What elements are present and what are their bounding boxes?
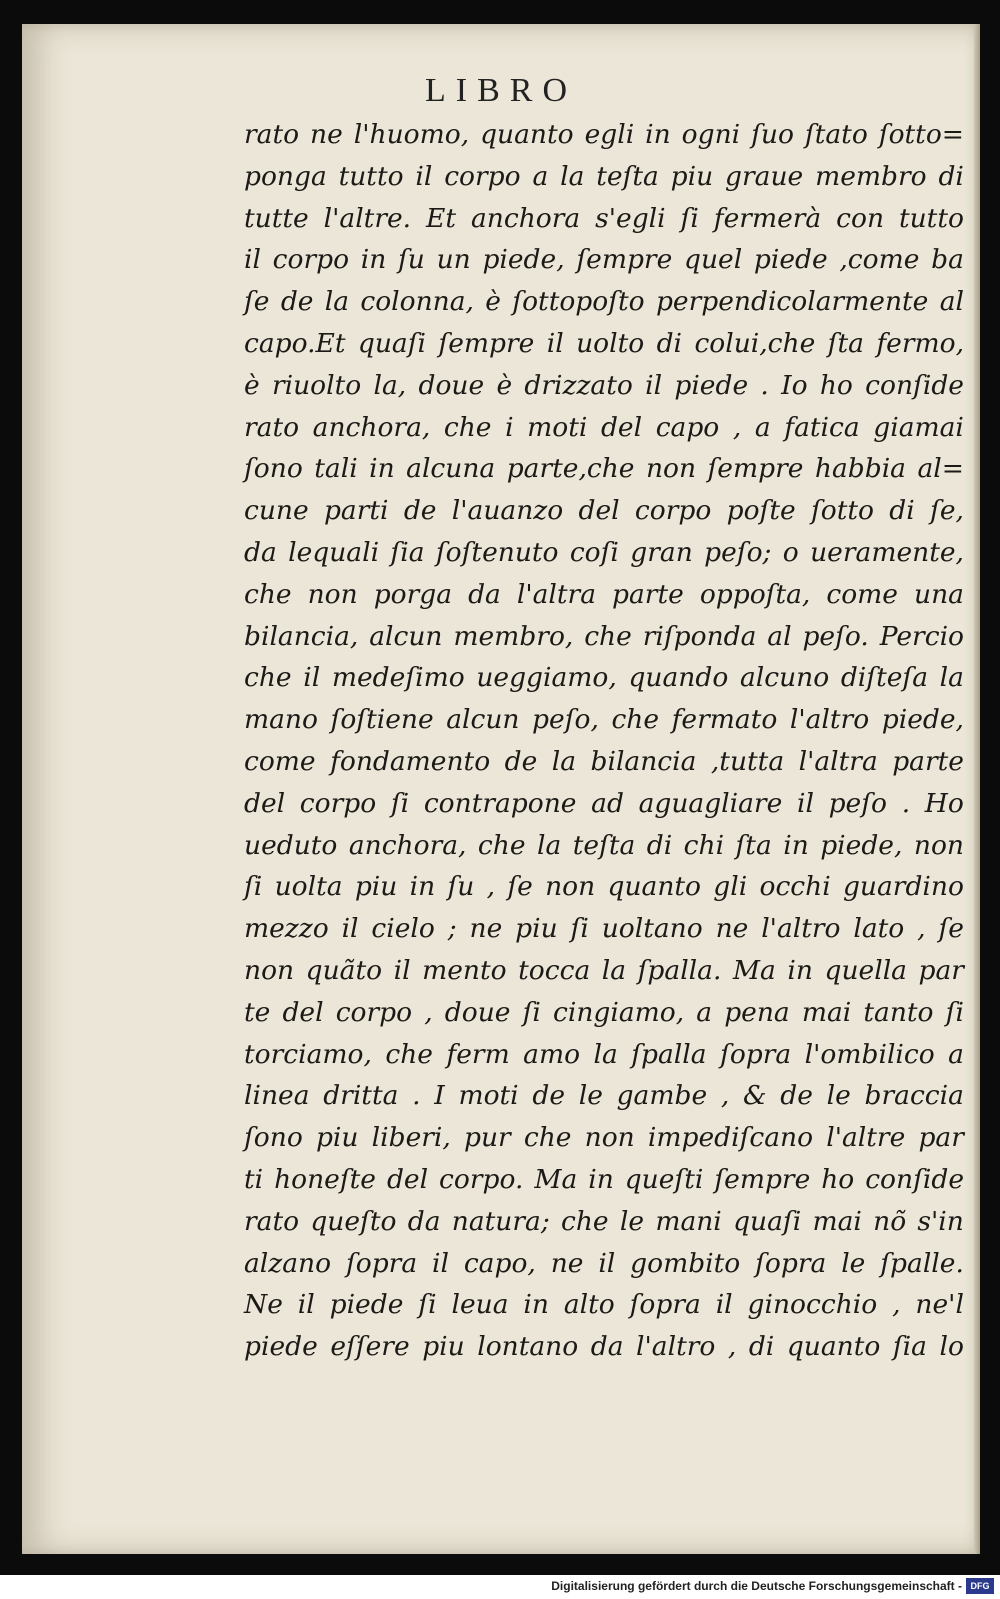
text-line: ſe de la colonna, è ſottopoſto perpendicolarmente al	[244, 286, 964, 318]
text-line: rato anchora, che i moti del capo , a fatica giamai	[244, 411, 964, 443]
text-line: ſono piu liberi, pur che non impediſcano l'altre par	[244, 1122, 964, 1154]
text-line: ti honeſte del corpo. Ma in queſti ſempre ho conſide	[244, 1163, 964, 1195]
text-line: cune parti de l'auanzo del corpo poſte ſotto di ſe,	[244, 495, 964, 527]
text-line: rato ne l'huomo, quanto egli in ogni ſuo ſtato ſotto=	[244, 119, 964, 150]
text-line: Ne il piede ſi leua in alto ſopra il ginocchio , ne'l	[244, 1289, 964, 1321]
text-line: ueduto anchora, che la teſta di chi ſta in piede, non	[244, 829, 964, 861]
text-line: come fondamento de la bilancia ,tutta l'altra parte	[244, 745, 964, 777]
text-line: te del corpo , doue ſi cingiamo, a pena mai tanto ſi	[244, 996, 964, 1028]
text-line: rato queſto da natura; che le mani quaſi mai nõ s'in	[244, 1205, 964, 1237]
text-line: capo.Et quaſi ſempre il uolto di colui,che ſta fermo,	[244, 327, 964, 359]
text-line: non quãto il mento tocca la ſpalla. Ma in quella par	[244, 954, 964, 986]
funding-credit: Digitalisierung gefördert durch die Deutsche Forschungsgemeinschaft -	[551, 1579, 962, 1593]
text-line: del corpo ſi contrapone ad aguagliare il peſo . Ho	[244, 787, 964, 819]
page-edge	[974, 24, 980, 1554]
body-text	[244, 114, 964, 1368]
text-line: bilancia, alcun membro, che riſponda al peſo. Percio	[244, 620, 964, 652]
footer-bar	[0, 1575, 1000, 1599]
text-line: ſono tali in alcuna parte,che non ſempre habbia al=	[244, 453, 964, 485]
text-line: mano ſoſtiene alcun peſo, che fermato l'altro piede,	[244, 704, 964, 736]
text-line: tutte l'altre. Et anchora s'egli ſi fermerà con tutto	[244, 202, 964, 234]
dfg-logo: DFG	[966, 1578, 994, 1594]
text-line: è riuolto la, doue è drizzato il piede . Io ho conſide	[244, 369, 964, 401]
book-page	[22, 24, 980, 1554]
text-line: alzano ſopra il capo, ne il gombito ſopra le ſpalle.	[244, 1247, 964, 1279]
text-line: da lequali ſia ſoſtenuto coſi gran peſo; o ueramente,	[244, 536, 964, 568]
text-line: il corpo in ſu un piede, ſempre quel piede ,come ba	[244, 244, 964, 276]
text-line: ſi uolta piu in ſu , ſe non quanto gli occhi guardino	[244, 871, 964, 903]
text-line: piede eſſere piu lontano da l'altro , di quanto ſia lo	[244, 1331, 964, 1363]
text-line: torciamo, che ferm amo la ſpalla ſopra l'ombilico a	[244, 1038, 964, 1070]
text-line: mezzo il cielo ; ne piu ſi uoltano ne l'altro lato , ſe	[244, 913, 964, 945]
text-line: che il medeſimo ueggiamo, quando alcuno diſteſa la	[244, 662, 964, 694]
text-line: ponga tutto il corpo a la teſta piu graue membro di	[244, 160, 964, 192]
text-line: che non porga da l'altra parte oppoſta, come una	[244, 578, 964, 610]
running-head: LIBRO	[425, 72, 577, 109]
text-line: linea dritta . I moti de le gambe , & de le braccia	[244, 1080, 964, 1112]
